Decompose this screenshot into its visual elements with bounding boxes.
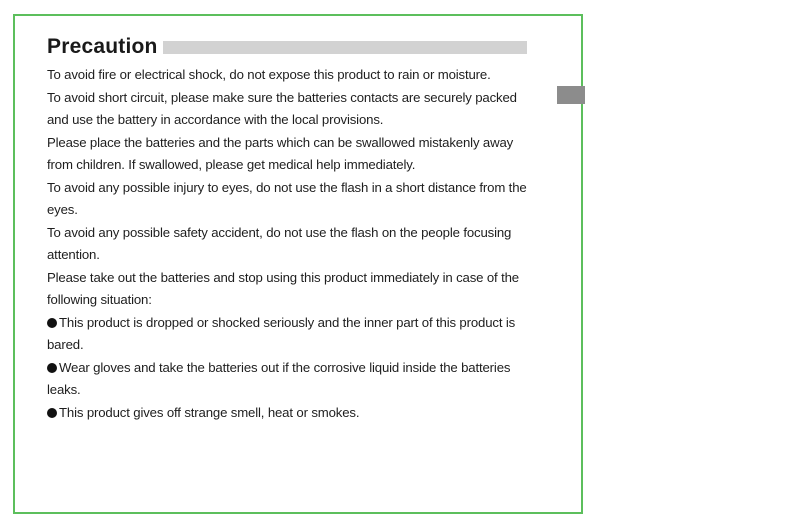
bullet-dot-icon xyxy=(47,318,57,328)
bullet-text: This product gives off strange smell, heat or smokes. xyxy=(59,404,360,420)
bullet-item-leak xyxy=(47,357,527,402)
paragraph-short-circuit: To avoid short circuit, please make sure the batteries contacts are securely packed and use the battery in accordance with the local provisions. xyxy=(47,89,517,127)
paragraph-rain-moisture: To avoid fire or electrical shock, do not expose this product to rain or moisture. xyxy=(47,67,491,82)
paragraph-eye-injury: To avoid any possible injury to eyes, do not use the flash in a short distance from the eyes. xyxy=(47,179,527,217)
page-title: Precaution xyxy=(47,35,158,58)
bullet-text: This product is dropped or shocked seriously and the inner part of this product is bared. xyxy=(47,314,516,352)
paragraph-safety-accident: To avoid any possible safety accident, do not use the flash on the people focusing attention. xyxy=(47,224,512,262)
title-row xyxy=(47,32,527,62)
bullet-item-dropped xyxy=(47,312,527,357)
precaution-body xyxy=(47,64,527,424)
document-content xyxy=(47,32,527,424)
page-side-tab xyxy=(557,86,585,104)
bullet-dot-icon xyxy=(47,363,57,373)
paragraph-children: Please place the batteries and the parts which can be swallowed mistakenly away from children. If swallowed, please get medical help immediately. xyxy=(47,134,514,172)
bullet-item-smell xyxy=(47,402,527,425)
bullet-text: Wear gloves and take the batteries out if the corrosive liquid inside the batteries leaks. xyxy=(47,359,511,397)
title-underline-bar xyxy=(163,41,527,54)
bullet-dot-icon xyxy=(47,408,57,418)
paragraph-stop-using: Please take out the batteries and stop using this product immediately in case of the following situation: xyxy=(47,269,519,307)
